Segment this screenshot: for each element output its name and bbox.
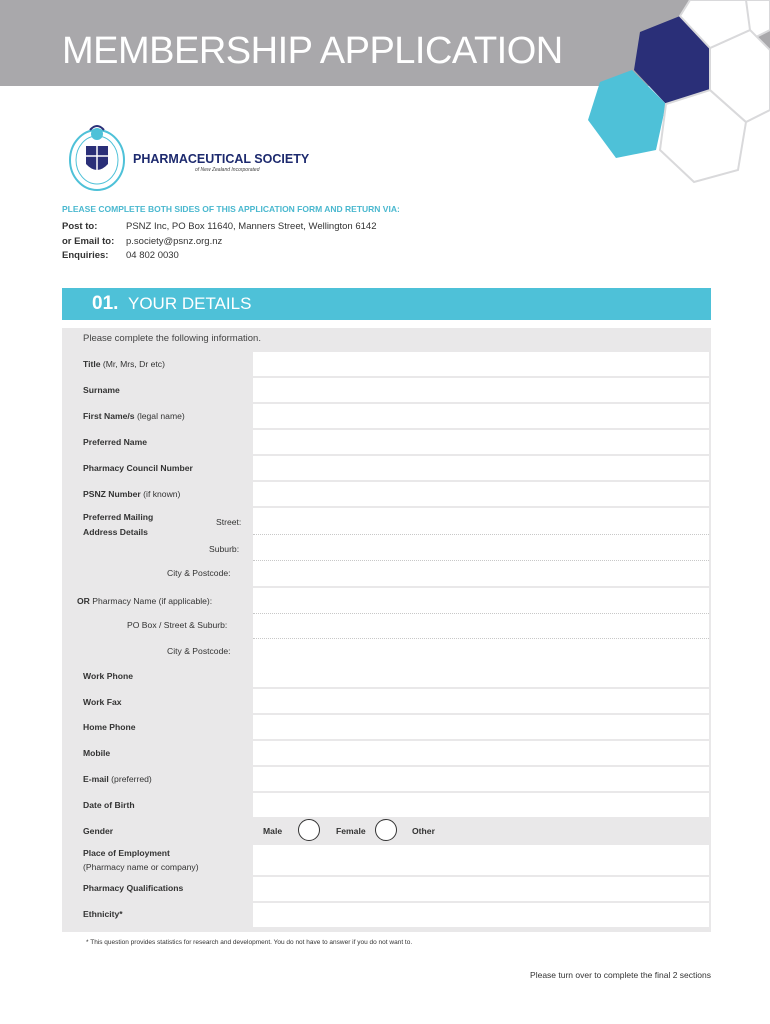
- gender-female-radio[interactable]: [375, 819, 397, 841]
- surname-label: Surname: [83, 385, 120, 395]
- first-names-field[interactable]: [253, 404, 709, 428]
- preferred-name-field[interactable]: [253, 430, 709, 454]
- qualifications-field[interactable]: [253, 877, 709, 901]
- psnz-number-label: PSNZ Number (if known): [83, 489, 181, 499]
- mobile-field[interactable]: [253, 741, 709, 765]
- mobile-label: Mobile: [83, 748, 111, 758]
- mailing-address-field[interactable]: [253, 508, 709, 586]
- contact-enquiries: [62, 250, 179, 261]
- society-crest-logo: [66, 120, 128, 194]
- gender-label: Gender: [83, 826, 114, 836]
- turn-over-note: Please turn over to complete the final 2 sections: [530, 970, 711, 980]
- first-names-label: First Name/s (legal name): [83, 411, 185, 421]
- qualifications-label: Pharmacy Qualifications: [83, 883, 184, 893]
- title-field[interactable]: [253, 352, 709, 376]
- return-instructions-heading: PLEASE COMPLETE BOTH SIDES OF THIS APPLICATION FORM AND RETURN VIA:: [62, 204, 400, 214]
- email-field[interactable]: [253, 767, 709, 791]
- contact-label: Post to:: [62, 221, 98, 232]
- address-divider: [253, 560, 709, 561]
- contact-value: 04 802 0030: [126, 250, 179, 261]
- city-postcode-label: City & Postcode:: [167, 568, 231, 578]
- contact-value: PSNZ Inc, PO Box 11640, Manners Street, Wellington 6142: [126, 221, 377, 232]
- section-title: YOUR DETAILS: [128, 294, 252, 313]
- home-phone-label: Home Phone: [83, 722, 136, 732]
- dob-label: Date of Birth: [83, 800, 135, 810]
- city-postcode-label: City & Postcode:: [167, 646, 231, 656]
- hexagon-decoration: [560, 0, 770, 190]
- employment-hint: (Pharmacy name or company): [83, 862, 199, 872]
- gender-option-female-label: Female: [336, 826, 366, 836]
- ethnicity-footnote: * This question provides statistics for research and development. You do not have to answer if you do not want to.: [86, 939, 413, 946]
- organization-subtitle: of New Zealand Incorporated: [195, 167, 260, 173]
- employment-label: Place of Employment: [83, 848, 170, 858]
- address-divider: [253, 534, 709, 535]
- home-phone-field[interactable]: [253, 715, 709, 739]
- work-phone-label: Work Phone: [83, 671, 133, 681]
- ethnicity-field[interactable]: [253, 903, 709, 927]
- ethnicity-label: Ethnicity*: [83, 909, 123, 919]
- suburb-label: Suburb:: [209, 544, 240, 554]
- work-phone-field[interactable]: [253, 663, 709, 687]
- council-number-field[interactable]: [253, 456, 709, 480]
- title-label: Title (Mr, Mrs, Dr etc): [83, 359, 165, 369]
- pharmacy-name-label: OR Pharmacy Name (if applicable):: [77, 596, 213, 606]
- organization-name: PHARMACEUTICAL SOCIETY: [133, 152, 310, 166]
- form-intro: Please complete the following information.: [83, 333, 261, 344]
- mailing-heading: Address Details: [83, 527, 148, 537]
- address-divider: [253, 638, 709, 639]
- contact-value[interactable]: p.society@psnz.org.nz: [126, 236, 223, 247]
- surname-field[interactable]: [253, 378, 709, 402]
- gender-option-male-label: Male: [263, 826, 283, 836]
- dob-field[interactable]: [253, 793, 709, 817]
- council-number-label: Pharmacy Council Number: [83, 463, 193, 473]
- pharmacy-address-field[interactable]: [253, 588, 709, 664]
- contact-label: or Email to:: [62, 236, 115, 247]
- psnz-number-field[interactable]: [253, 482, 709, 506]
- work-fax-field[interactable]: [253, 689, 709, 713]
- section-header: [62, 288, 711, 320]
- mailing-heading: Preferred Mailing: [83, 512, 154, 522]
- contact-label: Enquiries:: [62, 250, 109, 261]
- employment-field[interactable]: [253, 845, 709, 875]
- po-box-label: PO Box / Street & Suburb:: [127, 620, 228, 630]
- gender-male-radio[interactable]: [298, 819, 320, 841]
- contact-post: [62, 221, 376, 232]
- preferred-name-label: Preferred Name: [83, 437, 148, 447]
- page-title: MEMBERSHIP APPLICATION: [62, 30, 563, 72]
- work-fax-label: Work Fax: [83, 697, 122, 707]
- email-label: E-mail (preferred): [83, 774, 152, 784]
- address-divider: [253, 613, 709, 614]
- contact-email: [62, 236, 222, 247]
- gender-option-other-label: Other: [412, 826, 435, 836]
- street-label: Street:: [216, 517, 242, 527]
- section-number: 01.: [92, 293, 119, 314]
